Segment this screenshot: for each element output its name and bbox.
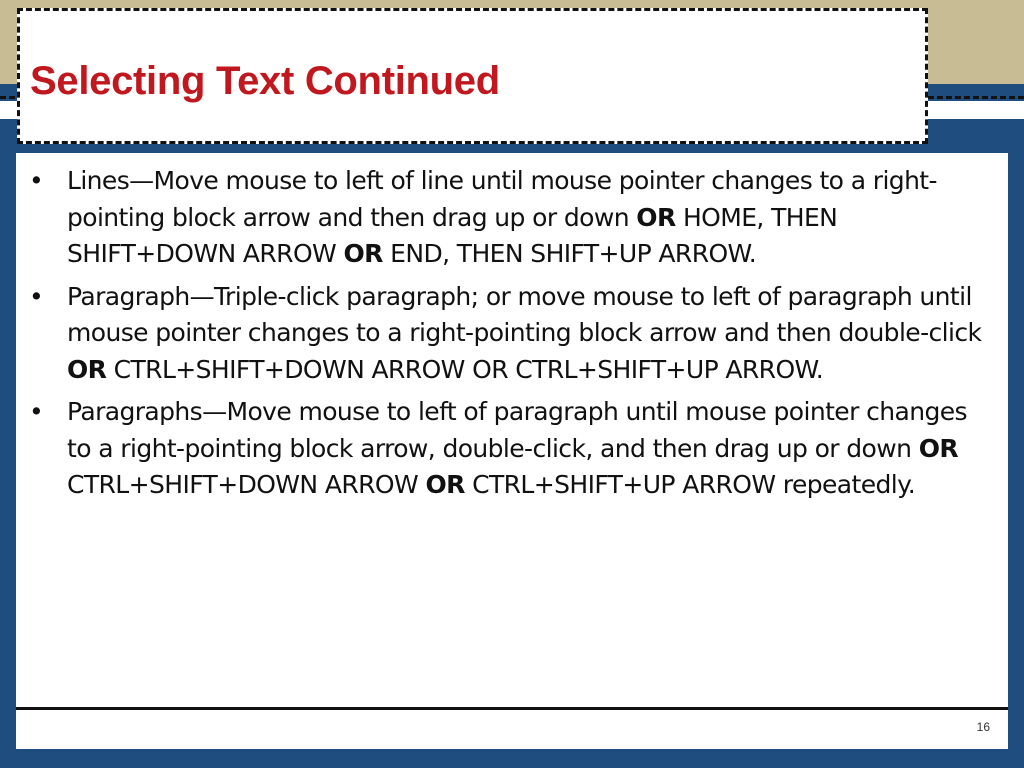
bullet-text-segment: CTRL+SHIFT+DOWN ARROW <box>67 470 426 499</box>
footer-divider <box>16 707 1008 710</box>
bullet-keyword-or: OR <box>67 354 107 384</box>
bullet-text-segment: Paragraph—Triple-click paragraph; or move mouse to left of paragraph until mouse pointer changes to a right-pointing block arrow and then double-click <box>67 281 982 347</box>
bullet-marker: • <box>29 166 44 195</box>
bullet-text-segment: Lines—Move mouse to left of line until mouse pointer changes to a right-pointing block arrow and then drag up or down <box>67 166 937 232</box>
bullet-list <box>16 163 1008 510</box>
bullet-text-segment: HOME, THEN SHIFT+DOWN ARROW <box>67 202 838 268</box>
bullet-item-paragraph <box>16 279 1008 389</box>
bullet-keyword-or: OR <box>425 470 465 499</box>
bullet-text-segment: Paragraphs—Move mouse to left of paragraph until mouse pointer changes to a right-pointing block arrow, double-click, and then drag up or down <box>67 397 967 463</box>
content-panel <box>16 153 1008 749</box>
bullet-text-segment: CTRL+SHIFT+DOWN ARROW OR CTRL+SHIFT+UP ARROW. <box>106 354 824 384</box>
bullet-keyword-or: OR <box>636 202 676 232</box>
slide-title: Selecting Text Continued <box>30 59 500 103</box>
bullet-marker: • <box>29 397 44 426</box>
bullet-keyword-or: OR <box>343 239 383 268</box>
title-placeholder-box <box>17 8 928 144</box>
bullet-marker: • <box>29 281 44 311</box>
bullet-item-paragraphs <box>16 394 1008 504</box>
bullet-text-segment: END, THEN SHIFT+UP ARROW. <box>382 239 757 268</box>
bullet-keyword-or: OR <box>918 433 958 463</box>
bullet-text-segment: CTRL+SHIFT+UP ARROW repeatedly. <box>464 470 916 499</box>
bullet-item-lines <box>16 163 1008 273</box>
slide-number: 16 <box>976 720 990 734</box>
